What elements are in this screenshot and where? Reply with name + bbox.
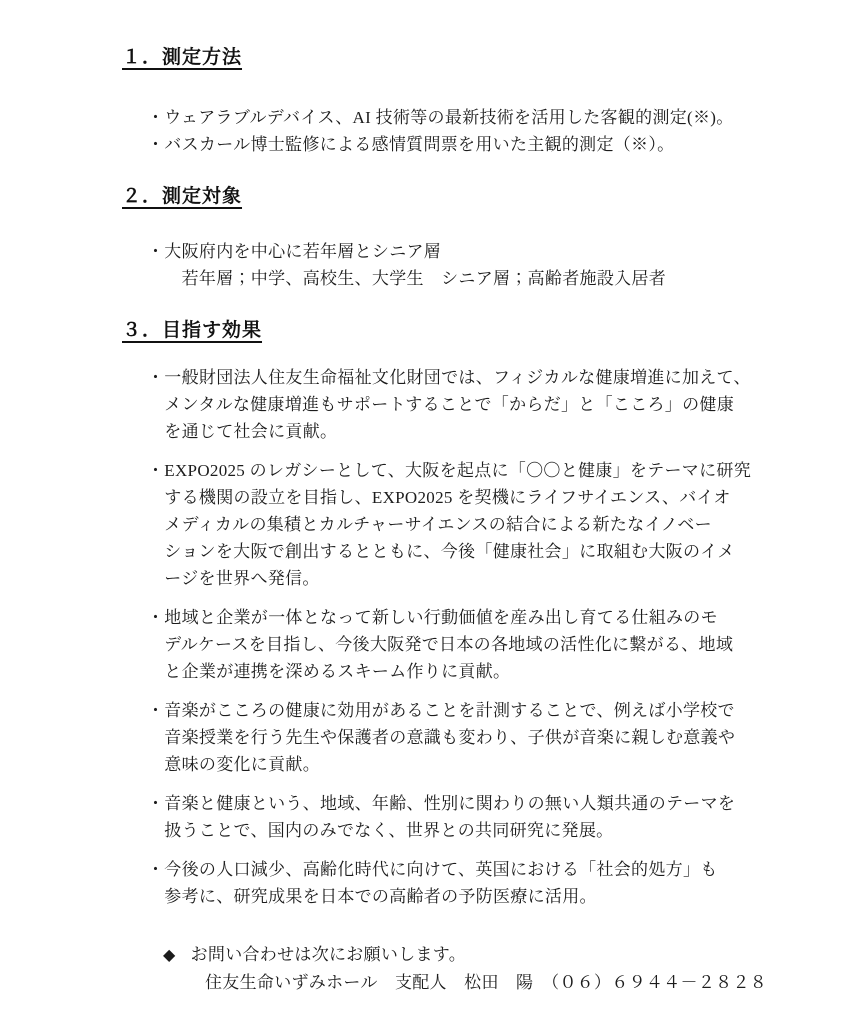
text-line: 意味の変化に貢献。 — [147, 755, 320, 774]
bullet-paragraph — [147, 790, 782, 844]
text-line: ・大阪府内を中心に若年層とシニア層 — [147, 242, 442, 261]
text-line: メンタルな健康増進もサポートすることで「からだ」と「こころ」の健康 — [147, 395, 735, 414]
text-line: ・地域と企業が一体となって新しい行動価値を産み出し育てる仕組みのモ — [147, 608, 718, 627]
text-line: ・バスカール博士監修による感情質問票を用いた主観的測定（※）。 — [147, 135, 675, 154]
text-line: ージを世界へ発信。 — [147, 569, 320, 588]
bullet-paragraph — [147, 856, 782, 910]
text-line: デルケースを目指し、今後大阪発で日本の各地域の活性化に繋がる、地域 — [147, 635, 734, 654]
bullet-paragraph — [147, 457, 782, 592]
text-line: 扱うことで、国内のみでなく、世界との共同研究に発展。 — [147, 821, 614, 840]
text-line: 音楽授業を行う先生や保護者の意識も変わり、子供が音楽に親しむ意義や — [147, 728, 736, 747]
text-line: メディカルの集積とカルチャーサイエンスの結合による新たなイノベー — [147, 515, 712, 534]
contact-heading: お問い合わせは次にお願いします。 — [190, 945, 467, 964]
text-line: 若年層；中学、高校生、大学生 シニア層；高齢者施設入居者 — [147, 269, 666, 288]
text-line: ・音楽と健康という、地域、年齢、性別に関わりの無い人類共通のテーマを — [147, 794, 736, 813]
text-line: ・ウェアラブルデバイス、AI 技術等の最新技術を活用した客観的測定(※)。 — [147, 108, 734, 127]
text-line: ・一般財団法人住友生命福祉文化財団では、フィジカルな健康増進に加えて、 — [147, 368, 751, 387]
text-line: ・音楽がこころの健康に効用があることを計測することで、例えば小学校で — [147, 701, 735, 720]
section-body — [147, 238, 782, 292]
bullet-paragraph — [147, 697, 782, 778]
section-measurement-method — [122, 45, 782, 158]
text-line: と企業が連携を深めるスキーム作りに貢献。 — [147, 662, 511, 681]
bullet-paragraph — [147, 238, 782, 292]
bullet-paragraph — [147, 604, 782, 685]
contact-heading-line — [163, 941, 782, 969]
contact-detail: 住友生命いずみホール 支配人 松田 陽 （０６）６９４４－２８２８ — [205, 973, 768, 992]
section-expected-effects — [122, 318, 782, 910]
text-line: 参考に、研究成果を日本での高齢者の予防医療に活用。 — [147, 887, 597, 906]
text-line: を通じて社会に貢献。 — [147, 422, 338, 441]
section-measurement-target — [122, 184, 782, 292]
text-line: ションを大阪で創出するとともに、今後「健康社会」に取組む大阪のイメ — [147, 542, 735, 561]
bullet-paragraph — [147, 104, 782, 158]
text-line: する機関の設立を目指し、EXPO2025 を契機にライフサイエンス、バイオ — [147, 488, 731, 507]
contact-section — [163, 941, 782, 996]
diamond-bullet-icon: ◆ — [163, 947, 176, 964]
section-body — [147, 104, 782, 158]
bullet-paragraph — [147, 364, 782, 445]
section-heading-expected-effects: ３．目指す効果 — [122, 320, 263, 341]
section-body — [147, 364, 782, 910]
section-heading-measurement-target: ２．測定対象 — [122, 186, 243, 207]
text-line: ・EXPO2025 のレガシーとして、大阪を起点に「〇〇と健康」をテーマに研究 — [147, 461, 752, 480]
text-line: ・今後の人口減少、高齢化時代に向けて、英国における「社会的処方」も — [147, 860, 718, 879]
section-heading-measurement-method: １．測定方法 — [122, 47, 243, 68]
